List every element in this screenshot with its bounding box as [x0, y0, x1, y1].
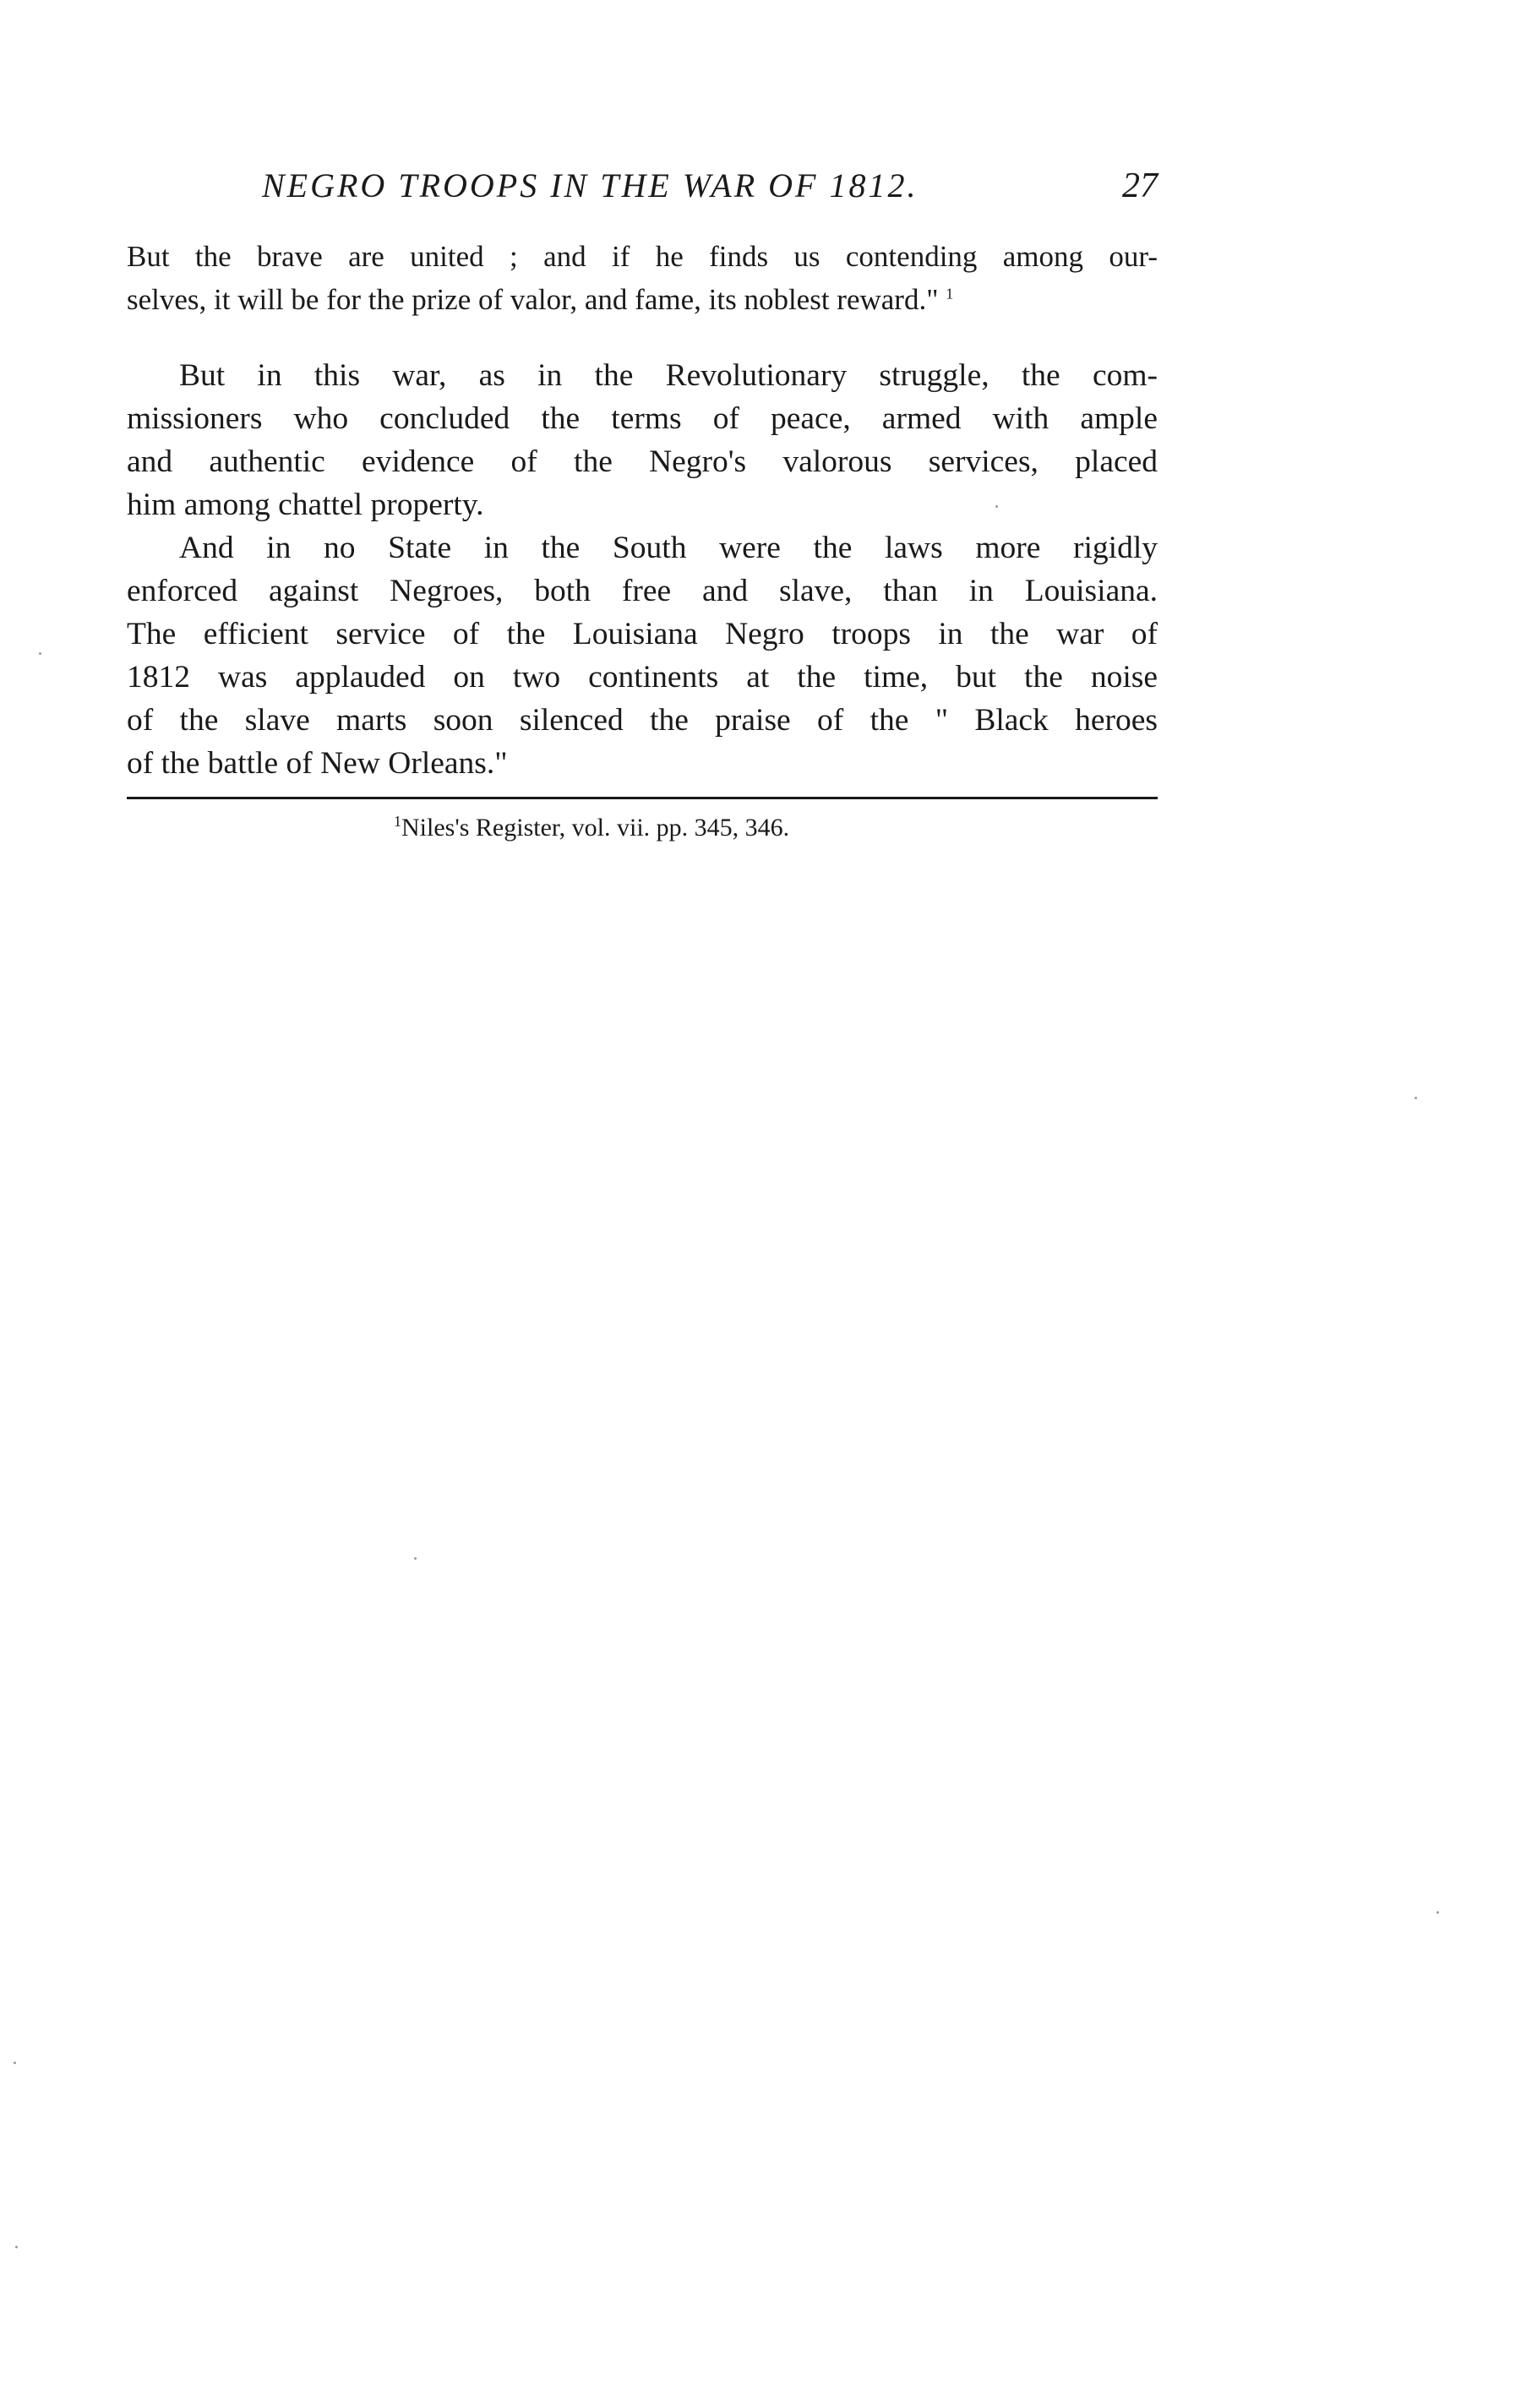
quotation-block — [127, 235, 1158, 321]
footnote-marker: 1 — [394, 813, 401, 830]
quotation-line: But the brave are united ; and if he finds us contending among our- — [127, 240, 1158, 273]
footnote — [394, 814, 789, 842]
page-number: 27 — [1122, 166, 1158, 205]
running-head — [127, 166, 1158, 213]
paragraph-line: enforced against Negroes, both free and slave, than in Louisiana. — [127, 574, 1158, 608]
footnote-divider — [127, 797, 1158, 799]
footnote-reference: 1 — [946, 285, 954, 302]
scan-speck — [995, 505, 998, 508]
scan-speck — [14, 2062, 16, 2064]
scan-speck — [414, 1557, 417, 1560]
paragraph-line: and authentic evidence of the Negro's valorous services, placed — [127, 444, 1158, 479]
scan-speck — [1436, 1911, 1439, 1914]
paragraph-line: missioners who concluded the terms of peace, armed with ample — [127, 401, 1158, 436]
scan-speck — [39, 652, 41, 655]
quotation-line — [127, 278, 1158, 321]
footnote-text: Niles's Register, vol. vii. pp. 345, 346. — [401, 814, 790, 842]
paragraph-line: him among chattel property. — [127, 488, 484, 522]
paragraph-revolutionary-struggle — [127, 355, 1158, 527]
quotation-line-text: selves, it will be for the prize of valor, and fame, its noblest reward." — [127, 283, 939, 316]
running-title: NEGRO TROOPS IN THE WAR OF 1812. — [262, 166, 919, 204]
paragraph-louisiana — [127, 527, 1158, 786]
scan-speck — [1415, 1097, 1417, 1099]
paragraph-line: of the battle of New Orleans." — [127, 746, 508, 781]
paragraph-line: But in this war, as in the Revolutionary struggle, the com- — [179, 358, 1158, 393]
paragraph-line: of the slave marts soon silenced the praise of the " Black heroes — [127, 703, 1158, 738]
paragraph-line: The efficient service of the Louisiana Negro troops in the war of — [127, 617, 1158, 651]
paragraph-line: 1812 was applauded on two continents at the time, but the noise — [127, 660, 1158, 695]
scan-speck — [15, 2246, 18, 2248]
paragraph-line: And in no State in the South were the laws more rigidly — [179, 531, 1158, 565]
